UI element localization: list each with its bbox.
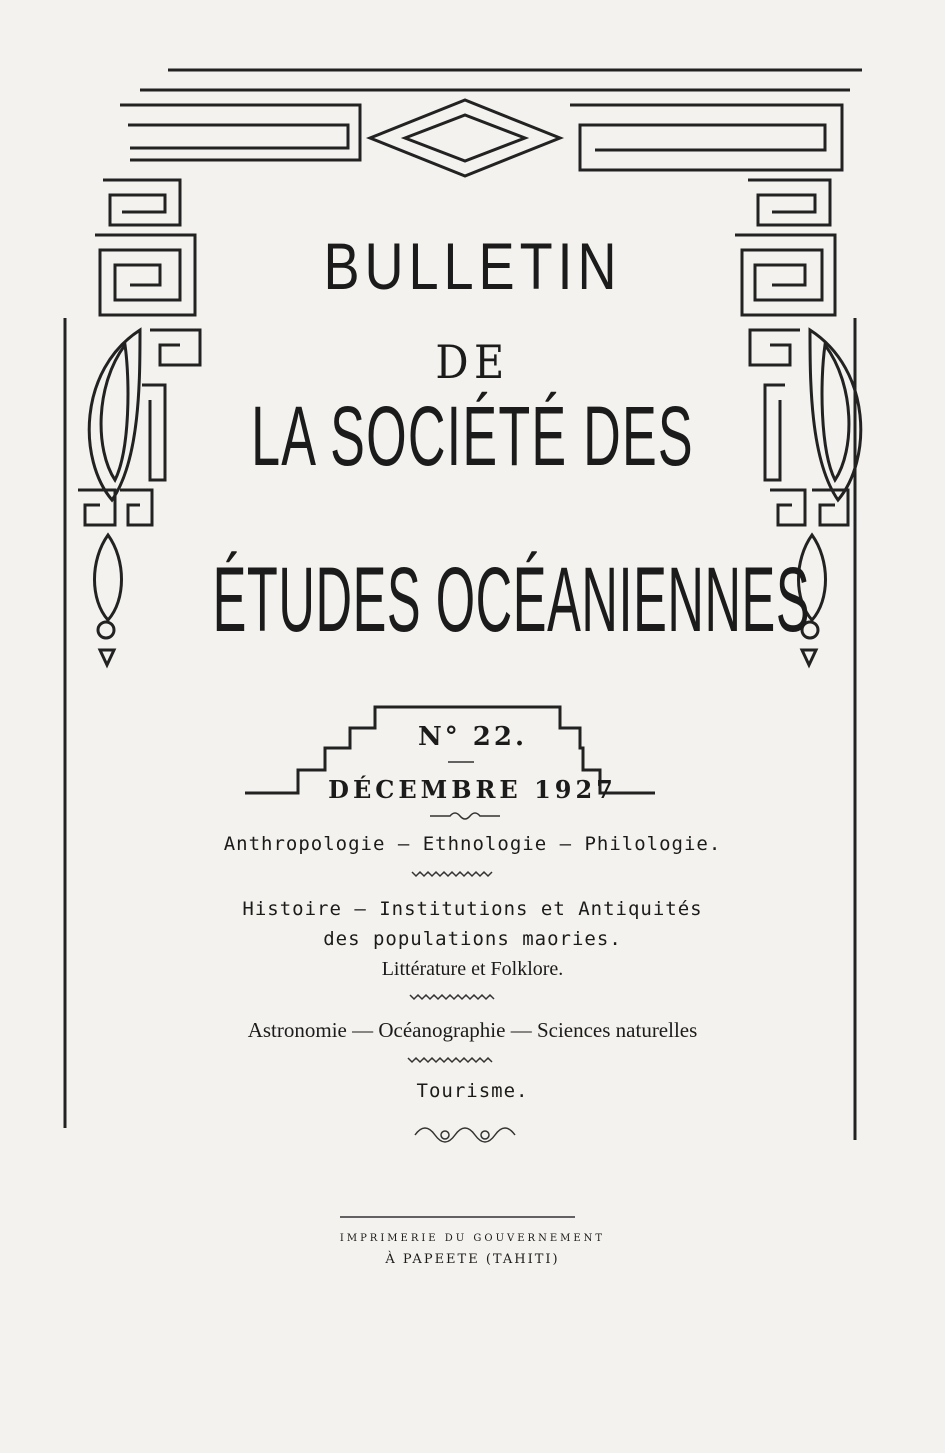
title-bulletin: BULLETIN: [323, 229, 622, 303]
printer-name: IMPRIMERIE DU GOUVERNEMENT: [339, 1233, 606, 1244]
subject-line: Littérature et Folklore.: [381, 958, 564, 980]
subject-line: Histoire — Institutions et Antiquités: [242, 898, 703, 920]
issue-date: DÉCEMBRE 1927: [328, 775, 617, 804]
subject-line: des populations maories.: [323, 928, 622, 950]
issue-number: N° 22.: [417, 722, 528, 752]
subject-line: Tourisme.: [416, 1080, 529, 1102]
title-societe: LA SOCIÉTÉ DES: [251, 389, 694, 483]
title-etudes-oceaniennes: ÉTUDES OCÉANIENNES: [212, 549, 811, 651]
title-de: DE: [435, 335, 510, 389]
printer-location: À PAPEETE (TAHITI): [385, 1252, 560, 1267]
subject-line: Anthropologie — Ethnologie — Philologie.: [223, 833, 722, 855]
subject-line: Astronomie — Océanographie — Sciences naturelles: [247, 1018, 698, 1042]
